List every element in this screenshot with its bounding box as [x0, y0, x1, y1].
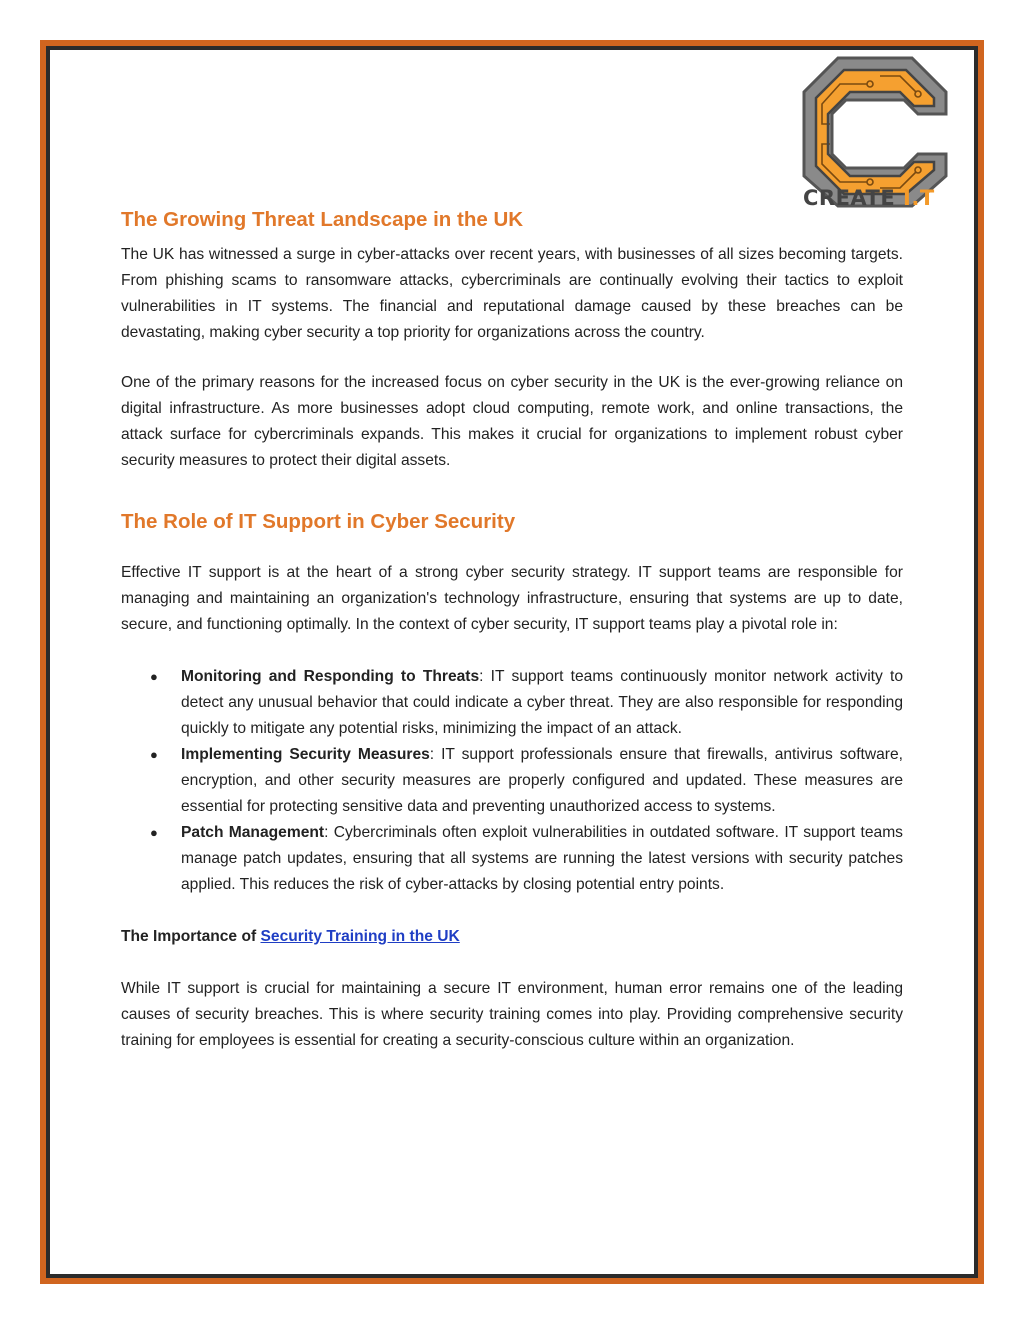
security-training-link[interactable]: Security Training in the UK [260, 928, 460, 945]
it-support-roles-list [121, 664, 903, 898]
bullet-icon: ● [150, 747, 158, 762]
subheading-security-training [121, 924, 903, 950]
list-item-text: : Cybercriminals often exploit vulnerabilities in outdated software. IT support teams manage patch updates, ensuring that all systems are running the latest versions with security patches applied. This reduces the risk of cyber-attacks by closing potential entry points. [181, 824, 903, 893]
section-heading-threat-landscape: The Growing Threat Landscape in the UK [121, 208, 524, 231]
list-item-text: : IT support professionals ensure that firewalls, antivirus software, encryption, and other security measures are properly configured and updated. These measures are essential for protecting sensitive data and preventing unauthorized access to systems. [181, 746, 904, 815]
paragraph-threat-2: One of the primary reasons for the increased focus on cyber security in the UK is the ever-growing reliance on digital infrastructure. As more businesses adopt cloud computing, remote work, and online transactions, the attack surface for cybercriminals expands. This makes it crucial for organizations to implement robust cyber security measures to protect their digital assets. [121, 374, 903, 469]
list-item-title: Monitoring and Responding to Threats [181, 668, 480, 685]
brand-main-text: CREATE [803, 186, 904, 210]
article-body [121, 206, 903, 1054]
subheading-prefix: The Importance of [121, 928, 261, 945]
section-heading-it-support: The Role of IT Support in Cyber Security [121, 510, 516, 533]
bullet-icon: ● [150, 825, 158, 840]
paragraph-security-training: While IT support is crucial for maintaining a secure IT environment, human error remains one of the leading causes of security breaches. This is where security training comes into play. Providing comprehensive security training for employees is essential for creating a security-conscious culture within an organization. [121, 980, 903, 1049]
brand-accent-text: I.T [903, 186, 935, 210]
list-item [150, 820, 903, 898]
list-item [150, 742, 904, 820]
list-item-text: : IT support teams continuously monitor network activity to detect any unusual behavior that could indicate a cyber threat. They are also responsible for responding quickly to mitigate any potential risks, minimizing the impact of an attack. [181, 668, 903, 737]
paragraph-it-support-intro: Effective IT support is at the heart of a strong cyber security strategy. IT support teams are responsible for managing and maintaining an organization's technology infrastructure, ensuring that systems are up to date, secure, and functioning optimally. In the context of cyber security, IT support teams play a pivotal role in: [121, 564, 903, 633]
list-item-title: Implementing Security Measures [181, 746, 430, 763]
list-item [150, 664, 903, 742]
bullet-icon: ● [150, 669, 158, 684]
paragraph-threat-1: The UK has witnessed a surge in cyber-attacks over recent years, with businesses of all sizes becoming targets. From phishing scams to ransomware attacks, cybercriminals are continually evolving their tactics to exploit vulnerabilities in IT systems. The financial and reputational damage caused by these breaches can be devastating, making cyber security a top priority for organizations across the country. [121, 246, 903, 341]
list-item-title: Patch Management [181, 824, 325, 841]
